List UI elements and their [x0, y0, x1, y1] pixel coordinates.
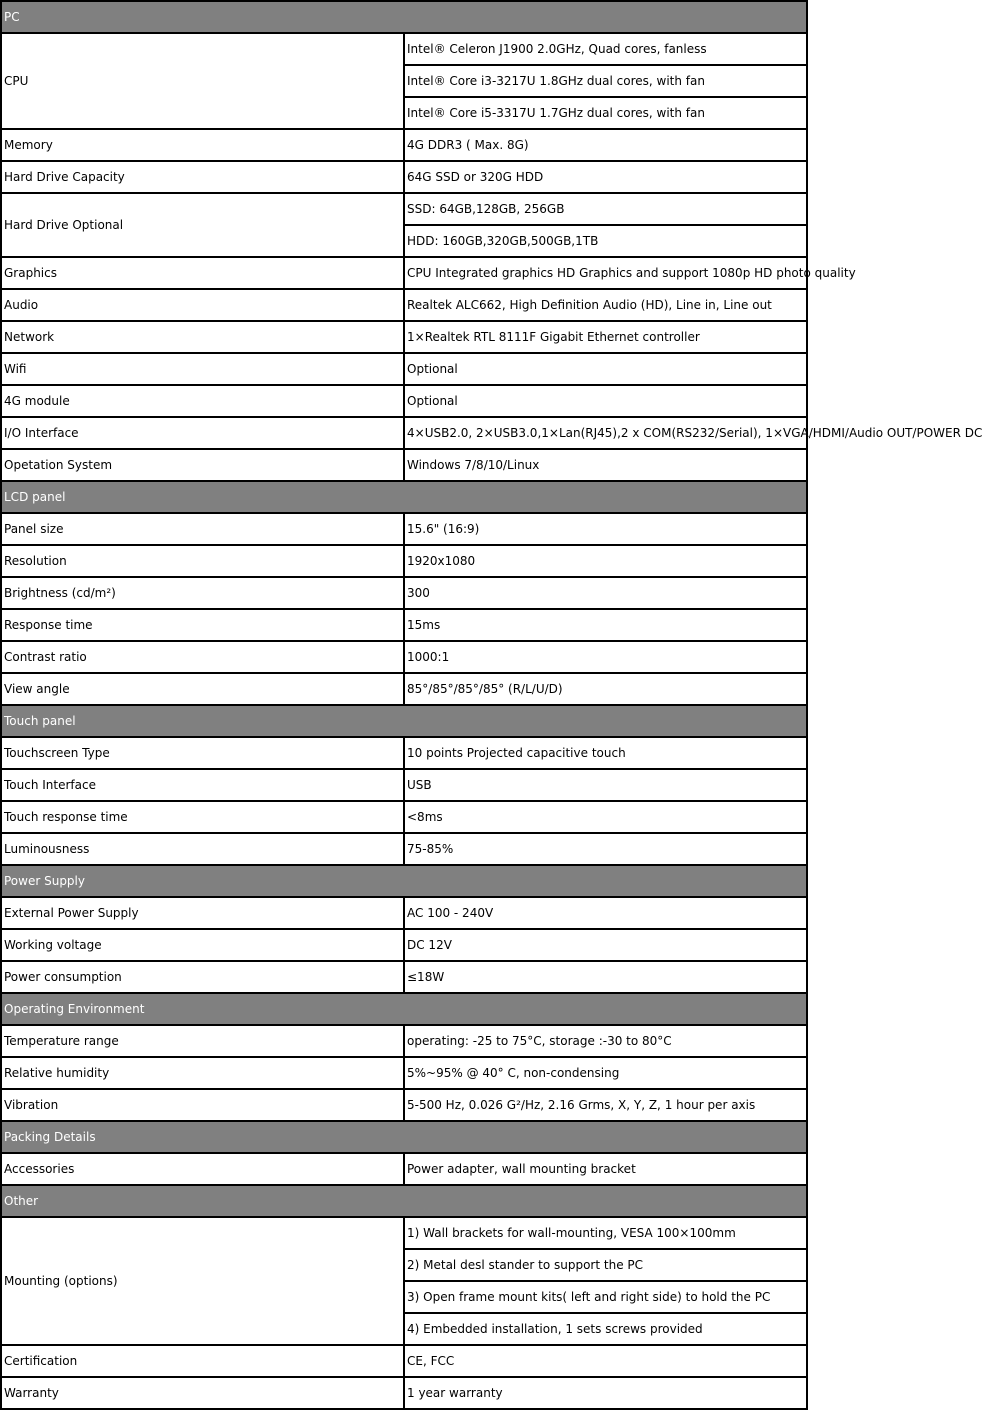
spec-label: Response time: [1, 609, 404, 641]
spec-row: [1, 257, 807, 289]
spec-value: DC 12V: [404, 929, 807, 961]
spec-label: Contrast ratio: [1, 641, 404, 673]
spec-value: CPU Integrated graphics HD Graphics and support 1080p HD photo quality: [404, 257, 807, 289]
spec-row: [1, 385, 807, 417]
spec-value: HDD: 160GB,320GB,500GB,1TB: [404, 225, 807, 257]
section-header-lcd-panel: [1, 481, 807, 513]
spec-value: 1920x1080: [404, 545, 807, 577]
spec-label: External Power Supply: [1, 897, 404, 929]
spec-value: 3) Open frame mount kits( left and right side) to hold the PC: [404, 1281, 807, 1313]
spec-row: [1, 449, 807, 481]
spec-label: Warranty: [1, 1377, 404, 1409]
spec-label: Luminousness: [1, 833, 404, 865]
spec-row: [1, 1153, 807, 1185]
spec-row: [1, 577, 807, 609]
spec-value: 5-500 Hz, 0.026 G²/Hz, 2.16 Grms, X, Y, Z, 1 hour per axis: [404, 1089, 807, 1121]
spec-label: Vibration: [1, 1089, 404, 1121]
spec-value: Intel® Celeron J1900 2.0GHz, Quad cores, fanless: [404, 33, 807, 65]
spec-label: Hard Drive Capacity: [1, 161, 404, 193]
spec-row: [1, 673, 807, 705]
spec-label: Opetation System: [1, 449, 404, 481]
section-header-operating-environment: [1, 993, 807, 1025]
spec-value: operating: -25 to 75°C, storage :-30 to 80°C: [404, 1025, 807, 1057]
section-header-touch-panel: [1, 705, 807, 737]
section-header-other: [1, 1185, 807, 1217]
spec-value: 10 points Projected capacitive touch: [404, 737, 807, 769]
spec-row: [1, 545, 807, 577]
spec-row: [1, 417, 807, 449]
spec-table-body: [1, 1, 982, 1409]
spec-label: Hard Drive Optional: [1, 193, 404, 257]
spec-value: 1 year warranty: [404, 1377, 807, 1409]
section-header-packing-details: [1, 1121, 807, 1153]
spec-label: Mounting (options): [1, 1217, 404, 1345]
spec-label: Power consumption: [1, 961, 404, 993]
spec-label: 4G module: [1, 385, 404, 417]
spec-row: [1, 609, 807, 641]
spec-row: [1, 1057, 807, 1089]
spec-label: CPU: [1, 33, 404, 129]
spec-value: CE, FCC: [404, 1345, 807, 1377]
spec-row: [1, 289, 807, 321]
spec-label: Resolution: [1, 545, 404, 577]
spec-row: [1, 353, 807, 385]
spec-value: Optional: [404, 385, 807, 417]
spec-label: Certification: [1, 1345, 404, 1377]
spec-value: 5%~95% @ 40° C, non-condensing: [404, 1057, 807, 1089]
spec-value: Optional: [404, 353, 807, 385]
spec-value: 15.6" (16:9): [404, 513, 807, 545]
spec-label: Relative humidity: [1, 1057, 404, 1089]
spec-label: I/O Interface: [1, 417, 404, 449]
spec-label: Touchscreen Type: [1, 737, 404, 769]
spec-label: Panel size: [1, 513, 404, 545]
spec-value: 2) Metal desl stander to support the PC: [404, 1249, 807, 1281]
spec-label: Memory: [1, 129, 404, 161]
spec-value: 4) Embedded installation, 1 sets screws provided: [404, 1313, 807, 1345]
spec-row: [1, 1217, 807, 1249]
spec-value: 75-85%: [404, 833, 807, 865]
section-title: Touch panel: [1, 705, 807, 737]
spec-value: Intel® Core i3-3217U 1.8GHz dual cores, with fan: [404, 65, 807, 97]
spec-row: [1, 129, 807, 161]
spec-value: 1) Wall brackets for wall-mounting, VESA 100×100mm: [404, 1217, 807, 1249]
spec-row: [1, 897, 807, 929]
spec-value: 1000:1: [404, 641, 807, 673]
spec-value: USB: [404, 769, 807, 801]
section-title: LCD panel: [1, 481, 807, 513]
spec-row: [1, 961, 807, 993]
spec-row: [1, 321, 807, 353]
spec-row: [1, 833, 807, 865]
spec-row: [1, 33, 807, 65]
spec-row: [1, 929, 807, 961]
spec-label: Audio: [1, 289, 404, 321]
spec-value: 4×USB2.0, 2×USB3.0,1×Lan(RJ45),2 x COM(RS232/Serial), 1×VGA/HDMI/Audio OUT/POWER DC: [404, 417, 807, 449]
spec-value: <8ms: [404, 801, 807, 833]
spec-label: Touch Interface: [1, 769, 404, 801]
spec-label: Accessories: [1, 1153, 404, 1185]
spec-value: Power adapter, wall mounting bracket: [404, 1153, 807, 1185]
spec-row: [1, 513, 807, 545]
section-title: PC: [1, 1, 807, 33]
spec-value: 15ms: [404, 609, 807, 641]
spec-value: SSD: 64GB,128GB, 256GB: [404, 193, 807, 225]
spec-row: [1, 193, 807, 225]
spec-row: [1, 161, 807, 193]
spec-row: [1, 737, 807, 769]
spec-value: 300: [404, 577, 807, 609]
spec-row: [1, 769, 807, 801]
section-title: Other: [1, 1185, 807, 1217]
spec-row: [1, 1025, 807, 1057]
spec-label: Network: [1, 321, 404, 353]
spec-value: 1×Realtek RTL 8111F Gigabit Ethernet controller: [404, 321, 807, 353]
section-title: Packing Details: [1, 1121, 807, 1153]
spec-label: Temperature range: [1, 1025, 404, 1057]
spec-label: Working voltage: [1, 929, 404, 961]
spec-value: 85°/85°/85°/85° (R/L/U/D): [404, 673, 807, 705]
spec-label: Brightness (cd/m²): [1, 577, 404, 609]
spec-row: [1, 1377, 807, 1409]
spec-value: Windows 7/8/10/Linux: [404, 449, 807, 481]
spec-label: Graphics: [1, 257, 404, 289]
section-title: Power Supply: [1, 865, 807, 897]
spec-value: ≤18W: [404, 961, 807, 993]
spec-value: 4G DDR3 ( Max. 8G): [404, 129, 807, 161]
spec-row: [1, 641, 807, 673]
spec-value: Realtek ALC662, High Definition Audio (HD), Line in, Line out: [404, 289, 807, 321]
section-header-power-supply: [1, 865, 807, 897]
section-title: Operating Environment: [1, 993, 807, 1025]
spec-row: [1, 1345, 807, 1377]
spec-label: Touch response time: [1, 801, 404, 833]
spec-row: [1, 801, 807, 833]
spec-value: AC 100 - 240V: [404, 897, 807, 929]
spec-row: [1, 1089, 807, 1121]
spec-value: Intel® Core i5-3317U 1.7GHz dual cores, with fan: [404, 97, 807, 129]
spec-label: View angle: [1, 673, 404, 705]
section-header-pc: [1, 1, 807, 33]
spec-label: Wifi: [1, 353, 404, 385]
spec-value: 64G SSD or 320G HDD: [404, 161, 807, 193]
